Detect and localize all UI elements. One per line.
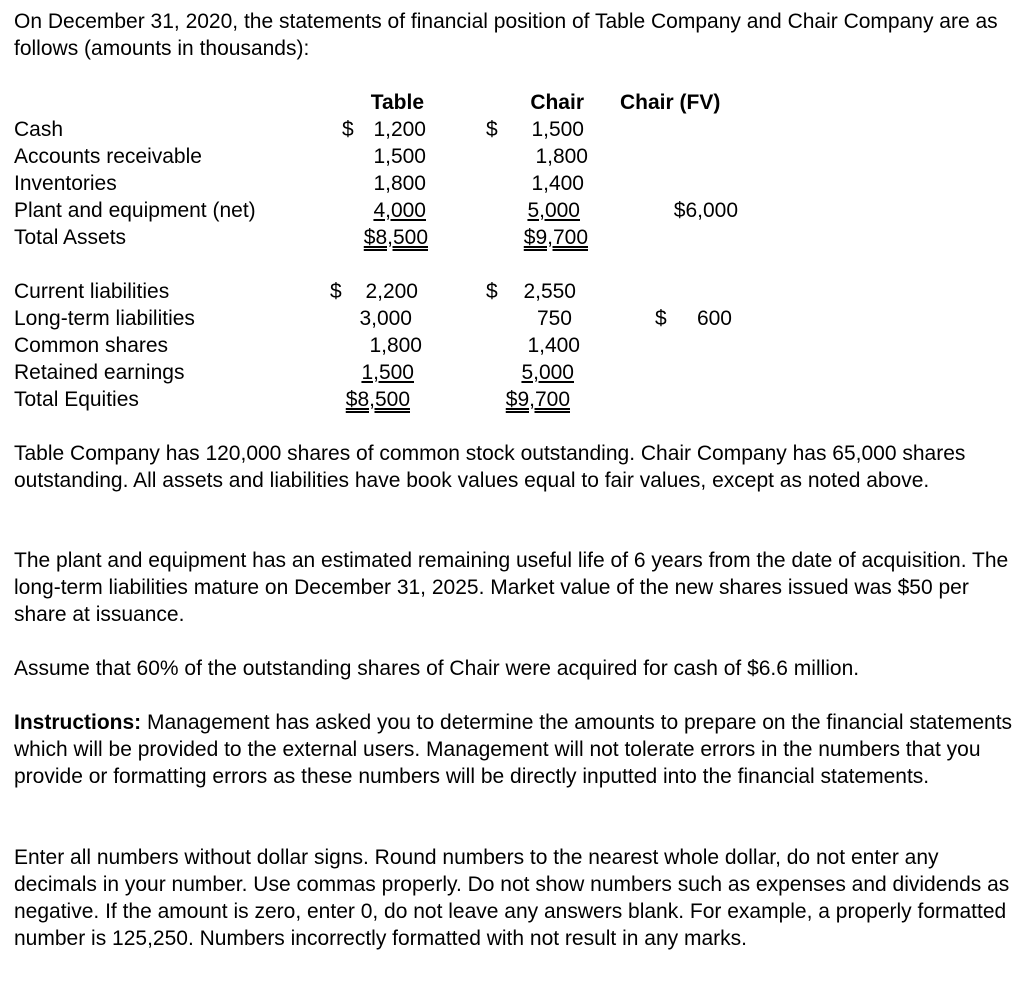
asset-label-plant: Plant and equipment (net): [14, 199, 256, 222]
header-table: Table: [370, 91, 424, 114]
table-plant-cell: [340, 197, 426, 224]
table-total-equities-cell: [330, 386, 410, 413]
chair-current-liabilities: 2,550: [523, 280, 576, 303]
asset-label-inventories: Inventories: [14, 172, 117, 195]
equity-label-current-liabilities: Current liabilities: [14, 280, 170, 303]
header-chair-fv: Chair (FV): [620, 91, 721, 114]
chair-total-equities-cell: [480, 386, 570, 413]
chair-plant-cell: [500, 197, 580, 224]
equity-label-long-term-liabilities: Long-term liabilities: [14, 307, 195, 330]
chair-inventories: 1,400: [531, 172, 584, 195]
chair-ar: 1,800: [535, 145, 588, 168]
chair-cash: 1,500: [531, 118, 584, 141]
table-plant: 4,000: [373, 199, 426, 222]
chair-total-assets: $9,700: [523, 226, 588, 249]
chair-total-equities: $9,700: [505, 388, 570, 411]
table-total-assets-cell: [340, 224, 428, 251]
table-cash-dollar: $: [342, 118, 354, 141]
instructions-paragraph: [14, 709, 1019, 790]
table-total-assets: $8,500: [363, 226, 428, 249]
table-current-liabilities: 2,200: [365, 280, 418, 303]
chair-retained-earnings-cell: [500, 359, 574, 386]
equity-label-retained-earnings: Retained earnings: [14, 361, 185, 384]
equity-label-total: Total Equities: [14, 388, 139, 411]
instructions-text: Management has asked you to determine the amounts to prepare on the financial statements which will be provided to the external users. Management will not tolerate errors in the numbers that you provide or formatting errors as these numbers will be directly inputted into the financial statements.: [14, 711, 1013, 788]
acquisition-paragraph: Assume that 60% of the outstanding shares of Chair were acquired for cash of $6.6 million.: [14, 657, 860, 680]
asset-label-ar: Accounts receivable: [14, 145, 202, 168]
chair-common-shares: 1,400: [527, 334, 580, 357]
asset-label-cash: Cash: [14, 118, 64, 141]
formatting-paragraph: Enter all numbers without dollar signs. Round numbers to the nearest whole dollar, do not enter any decimals in your number. Use commas properly. Do not show numbers such as expenses and dividends as negative. If the amount is zero, enter 0, do not leave any answers blank. For example, a properly formatted number is 125,250. Numbers incorrectly formatted with not result in any marks.: [14, 846, 1010, 950]
header-chair: Chair: [530, 91, 584, 114]
chair-plant: 5,000: [527, 199, 580, 222]
equity-label-common-shares: Common shares: [14, 334, 169, 357]
table-cl-dollar: $: [330, 280, 342, 303]
asset-label-total: Total Assets: [14, 226, 127, 249]
table-retained-earnings: 1,500: [361, 361, 414, 384]
chair-fv-plant: $6,000: [673, 199, 738, 222]
chair-fv-ltl-dollar: $: [655, 307, 667, 330]
chair-fv-ltl: 600: [696, 307, 732, 330]
table-long-term-liabilities: 3,000: [359, 307, 412, 330]
table-common-shares: 1,800: [369, 334, 422, 357]
instructions-label: Instructions:: [14, 711, 142, 734]
intro-text: On December 31, 2020, the statements of financial position of Table Company and Chair Company are as follows (amounts in thousands):: [14, 10, 998, 60]
table-ar: 1,500: [373, 145, 426, 168]
chair-retained-earnings: 5,000: [521, 361, 574, 384]
table-total-equities: $8,500: [345, 388, 410, 411]
chair-total-assets-cell: [500, 224, 588, 251]
chair-cash-dollar: $: [486, 118, 498, 141]
table-retained-earnings-cell: [330, 359, 414, 386]
table-cash: 1,200: [373, 118, 426, 141]
shares-outstanding-paragraph: Table Company has 120,000 shares of common stock outstanding. Chair Company has 65,000 shares outstanding. All assets and liabilities have book values equal to fair values, except as noted above.: [14, 442, 966, 492]
useful-life-paragraph: The plant and equipment has an estimated remaining useful life of 6 years from the date of acquisition. The long-term liabilities mature on December 31, 2025. Market value of the new shares issued was $50 per share at issuance.: [14, 549, 1009, 626]
chair-cl-dollar: $: [486, 280, 498, 303]
table-inventories: 1,800: [373, 172, 426, 195]
chair-long-term-liabilities: 750: [536, 307, 572, 330]
